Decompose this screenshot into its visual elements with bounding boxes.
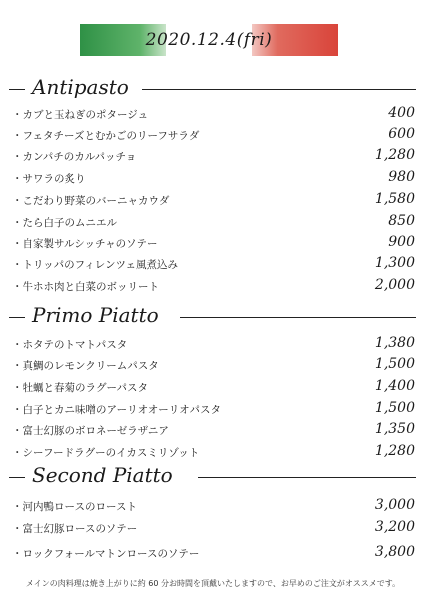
heading-rule — [142, 89, 416, 90]
item-price: 3,200 — [374, 519, 415, 535]
item-name: ・牛ホホ肉と白菜のボッリート — [12, 281, 159, 293]
heading-rule — [180, 317, 416, 318]
menu-item — [0, 191, 426, 211]
item-name: ・ロックフォールマトンロースのソテー — [12, 548, 200, 560]
item-price: 1,580 — [374, 191, 415, 207]
section-second-piatto — [0, 462, 426, 560]
menu-item — [0, 255, 426, 275]
item-price: 850 — [388, 213, 415, 229]
footer-note: メインの肉料理は焼き上がりに約 60 分お時間を頂戴いたしますので、お早めのご注文がオススメです。 — [25, 579, 401, 588]
section-antipasto — [0, 74, 426, 293]
heading-dash — [9, 477, 25, 478]
section-heading — [0, 462, 426, 492]
item-name: ・自家製サルシッチャのソテー — [12, 238, 158, 250]
item-price: 600 — [388, 126, 415, 142]
menu-item — [0, 356, 426, 376]
menu-item — [0, 105, 426, 125]
heading-dash — [9, 89, 25, 90]
menu-date: 2020.12.4(fri) — [145, 30, 273, 50]
item-price: 400 — [388, 105, 415, 121]
heading-rule — [198, 477, 416, 478]
menu-item — [0, 544, 426, 564]
menu-item — [0, 213, 426, 233]
item-name: ・カンパチのカルパッチョ — [12, 151, 137, 163]
item-name: ・真鯛のレモンクリームパスタ — [12, 360, 159, 372]
item-price: 1,280 — [374, 147, 415, 163]
section-primo-piatto — [0, 302, 426, 459]
section-heading — [0, 302, 426, 332]
item-price: 1,400 — [374, 378, 415, 394]
date-banner — [80, 24, 338, 56]
menu-item — [0, 421, 426, 441]
heading-dash — [9, 317, 25, 318]
item-name: ・トリッパのフィレンツェ風煮込み — [12, 259, 179, 271]
item-price: 1,500 — [374, 356, 415, 372]
item-price: 3,000 — [374, 497, 415, 513]
menu-item — [0, 277, 426, 297]
menu-item — [0, 443, 426, 463]
section-title-primo-piatto: Primo Piatto — [32, 303, 159, 327]
item-name: ・富士幻豚のボロネーゼラザニア — [12, 425, 169, 437]
item-price: 1,300 — [374, 255, 415, 271]
item-name: ・牡蠣と春菊のラグーパスタ — [12, 382, 148, 394]
menu-item — [0, 519, 426, 539]
item-price: 1,280 — [374, 443, 415, 459]
item-name: ・サワラの炙り — [12, 173, 86, 185]
item-price: 980 — [388, 169, 415, 185]
menu-item — [0, 335, 426, 355]
section-heading — [0, 74, 426, 104]
item-name: ・こだわり野菜のバーニャカウダ — [12, 195, 170, 207]
item-price: 900 — [388, 234, 415, 250]
section-title-antipasto: Antipasto — [32, 75, 129, 99]
menu-item — [0, 147, 426, 167]
item-price: 1,500 — [374, 400, 415, 416]
item-price: 3,800 — [374, 544, 415, 560]
item-price: 1,350 — [374, 421, 415, 437]
menu-item — [0, 378, 426, 398]
menu-item — [0, 497, 426, 517]
item-name: ・白子とカニ味噌のアーリオオーリオパスタ — [12, 404, 221, 416]
item-name: ・河内鴨ロースのロースト — [12, 501, 137, 513]
section-title-second-piatto: Second Piatto — [32, 463, 173, 487]
item-name: ・カブと玉ねぎのポタージュ — [12, 109, 149, 121]
item-name: ・たら白子のムニエル — [12, 217, 117, 229]
item-price: 1,380 — [374, 335, 415, 351]
item-name: ・シーフードラグーのイカスミリゾット — [12, 447, 200, 459]
menu-item — [0, 400, 426, 420]
item-name: ・富士幻豚ロースのソテー — [12, 523, 138, 535]
item-name: ・ホタテのトマトパスタ — [12, 339, 128, 351]
item-name: ・フェタチーズとむかごのリーフサラダ — [12, 130, 200, 142]
menu-item — [0, 126, 426, 146]
menu-item — [0, 234, 426, 254]
menu-item — [0, 169, 426, 189]
item-price: 2,000 — [374, 277, 415, 293]
